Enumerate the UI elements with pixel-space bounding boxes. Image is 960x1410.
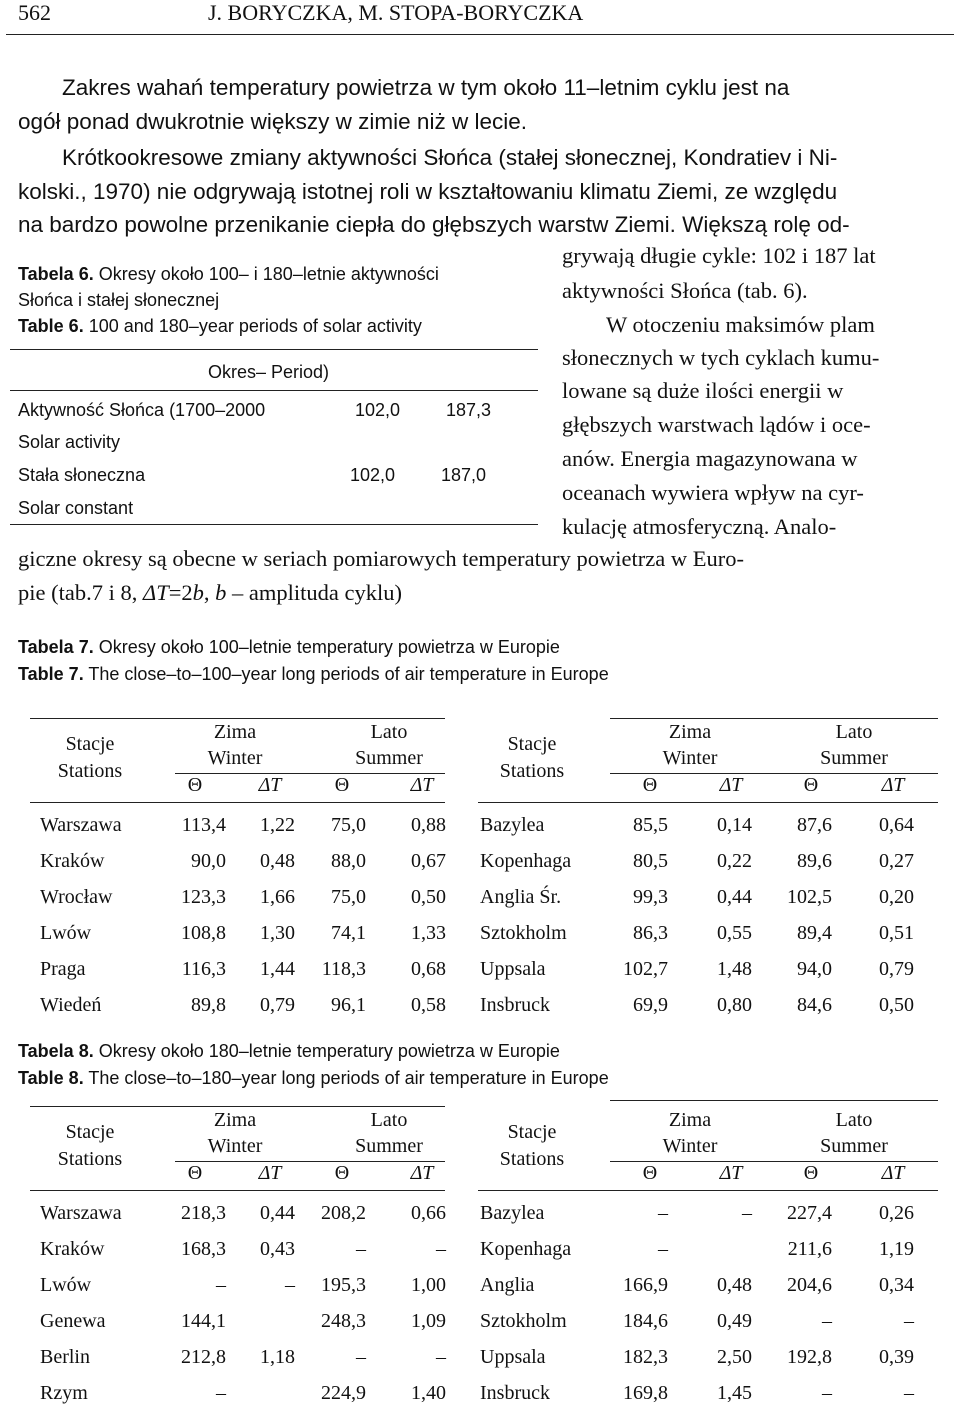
table-top-rule <box>610 718 938 719</box>
table-cell: 0,79 <box>260 994 295 1016</box>
table6-bottom-rule <box>10 524 538 525</box>
table-cell: 0,79 <box>879 958 914 980</box>
summer-header: Lato <box>370 721 408 743</box>
table-cell: 0,20 <box>879 886 914 908</box>
table-row-station: Praga <box>40 958 86 980</box>
delta-t-header <box>392 774 452 797</box>
table-cell: 1,66 <box>260 886 295 908</box>
table7-caption-pl: Tabela 7. Okresy około 100–letnie temperatury powietrza w Europie <box>18 637 560 657</box>
table-cell: – <box>216 1382 226 1404</box>
table-cell: 90,0 <box>191 850 226 872</box>
table-header-rule <box>30 1190 445 1191</box>
page-number: 562 <box>18 0 51 25</box>
table-cell: 84,6 <box>797 994 832 1016</box>
table-cell: 108,8 <box>181 922 226 944</box>
table-cell: 144,1 <box>181 1310 226 1332</box>
delta-t-header-italic: ΔT <box>719 774 743 796</box>
delta-t-header <box>701 774 761 797</box>
table-cell: 0,55 <box>717 922 752 944</box>
table-cell: 0,49 <box>717 1310 752 1332</box>
delta-t-header <box>701 1162 761 1185</box>
table6-cell: 187,3 <box>446 400 492 420</box>
table-row-station: Kopenhaga <box>480 1238 572 1260</box>
table6-cell: 187,0 <box>441 465 487 485</box>
table-row-station: Kopenhaga <box>480 850 572 872</box>
table-row-station: Warszawa <box>40 1202 122 1224</box>
table6-row-name: Stała słoneczna <box>18 465 146 485</box>
table-cell: – <box>742 1202 752 1224</box>
table-row-station: Wiedeń <box>40 994 102 1016</box>
table-top-rule <box>30 718 445 719</box>
table-cell: 248,3 <box>321 1310 366 1332</box>
table-cell: 0,14 <box>717 814 752 836</box>
theta-header: Θ <box>334 774 350 796</box>
table-cell: – <box>904 1382 914 1404</box>
table-cell: 75,0 <box>331 814 366 836</box>
summer-header: Lato <box>370 1109 408 1131</box>
table-cell: 0,66 <box>411 1202 446 1224</box>
paragraph-line: na bardzo powolne przenikanie ciepła do głębszych warstw Ziemi. Większą rolę od- <box>18 212 850 237</box>
table-row-station: Genewa <box>40 1310 106 1332</box>
table-row-station: Uppsala <box>480 1346 546 1368</box>
table-cell: 102,7 <box>623 958 668 980</box>
table-cell: 0,88 <box>411 814 446 836</box>
paragraph-line: aktywności Słońca (tab. 6). <box>562 278 808 303</box>
table-cell: 211,6 <box>787 1238 832 1260</box>
paragraph-line: Krótkookresowe zmiany aktywności Słońca (stałej słonecznej, Kondratiev i Ni- <box>62 145 838 170</box>
delta-t-header <box>240 774 300 797</box>
table-cell: – <box>822 1310 832 1332</box>
table-cell: 87,6 <box>797 814 832 836</box>
paragraph-line: słonecznych w tych cyklach kumu- <box>562 345 880 370</box>
table-cell: – <box>658 1238 668 1260</box>
table-header-rule <box>478 1190 938 1191</box>
stations-header: Stacje <box>507 1121 557 1143</box>
summer-header-en: Summer <box>355 1135 423 1157</box>
table-cell: 1,19 <box>879 1238 914 1260</box>
table-cell: 0,48 <box>717 1274 752 1296</box>
table-row-station: Wrocław <box>40 886 113 908</box>
stations-header-en: Stations <box>57 1148 123 1170</box>
table-cell: – <box>436 1346 446 1368</box>
table-cell: 0,27 <box>879 850 914 872</box>
table-header-rule <box>30 802 445 803</box>
table-row-station: Kraków <box>40 850 105 872</box>
table-cell: 94,0 <box>797 958 832 980</box>
table-cell: 1,45 <box>717 1382 752 1404</box>
winter-header: Zima <box>668 1109 712 1131</box>
table6-header-rule <box>10 390 538 391</box>
table7-caption-en: Table 7. The close–to–100–year long periods of air temperature in Europe <box>18 664 609 684</box>
table-cell: 80,5 <box>633 850 668 872</box>
table6-top-rule <box>10 349 538 350</box>
paragraph-line: grywają długie cykle: 102 i 187 lat <box>562 243 876 268</box>
table6-row-name: Aktywność Słońca (1700–2000 <box>18 400 266 420</box>
table-row-station: Sztokholm <box>480 1310 567 1332</box>
table-cell: 2,50 <box>717 1346 752 1368</box>
stations-header-en: Stations <box>57 760 123 782</box>
header-rule <box>6 34 954 35</box>
table-cell: 86,3 <box>633 922 668 944</box>
paragraph-line: Zakres wahań temperatury powietrza w tym około 11–letnim cyklu jest na <box>62 75 790 100</box>
paragraph-line: głębszych warstwach lądów i oce- <box>562 412 871 437</box>
summer-header-en: Summer <box>820 747 888 769</box>
table-row-station: Insbruck <box>480 1382 550 1404</box>
running-header: J. BORYCZKA, M. STOPA-BORYCZKA <box>208 0 584 25</box>
winter-header-en: Winter <box>207 1135 263 1157</box>
table-cell: 0,50 <box>879 994 914 1016</box>
table-row-station: Kraków <box>40 1238 105 1260</box>
table-cell: – <box>285 1274 295 1296</box>
table-cell: 1,30 <box>260 922 295 944</box>
winter-header-en: Winter <box>662 747 718 769</box>
table-cell: 0,34 <box>879 1274 914 1296</box>
table-cell: 96,1 <box>331 994 366 1016</box>
delta-t-header <box>863 1162 923 1185</box>
stations-header: Stacje <box>65 1121 115 1143</box>
winter-header: Zima <box>213 721 257 743</box>
table-row-station: Anglia <box>480 1274 535 1296</box>
theta-header: Θ <box>642 1162 658 1184</box>
table-cell: 116,3 <box>181 958 226 980</box>
table-cell: 0,48 <box>260 850 295 872</box>
paragraph-line: ogół ponad dwukrotnie większy w zimie niż w lecie. <box>18 109 527 134</box>
winter-header: Zima <box>668 721 712 743</box>
table-row-station: Bazylea <box>480 1202 545 1224</box>
summer-header: Lato <box>835 721 873 743</box>
table-cell: – <box>822 1382 832 1404</box>
table6-caption-pl-cont: Słońca i stałej słonecznej <box>18 290 220 310</box>
table-cell: – <box>436 1238 446 1260</box>
table-cell: 224,9 <box>321 1382 366 1404</box>
table6-cell: 102,0 <box>355 400 401 420</box>
table-cell: 0,43 <box>260 1238 295 1260</box>
delta-t-header-italic: ΔT <box>410 774 434 796</box>
table-row-station: Bazylea <box>480 814 545 836</box>
table-cell: 166,9 <box>623 1274 668 1296</box>
table-cell: – <box>356 1238 366 1260</box>
winter-header: Zima <box>213 1109 257 1131</box>
table6-caption-pl: Tabela 6. Okresy około 100– i 180–letnie aktywności <box>18 264 439 284</box>
table-cell: 1,33 <box>411 922 446 944</box>
table-cell: 0,58 <box>411 994 446 1016</box>
table-cell: 1,48 <box>717 958 752 980</box>
table-row-station: Uppsala <box>480 958 546 980</box>
table-cell: 0,51 <box>879 922 914 944</box>
winter-header-en: Winter <box>207 747 263 769</box>
table-cell: 1,22 <box>260 814 295 836</box>
theta-header: Θ <box>642 774 658 796</box>
table-cell: 99,3 <box>633 886 668 908</box>
table-cell: – <box>356 1346 366 1368</box>
delta-t-header-italic: ΔT <box>258 1162 282 1184</box>
paragraph-line: oceanach wywiera wpływ na cyr- <box>562 480 864 505</box>
table-cell: 0,26 <box>879 1202 914 1224</box>
stations-header-en: Stations <box>499 1148 565 1170</box>
theta-header: Θ <box>803 774 819 796</box>
table-cell: 0,39 <box>879 1346 914 1368</box>
table-row-station: Warszawa <box>40 814 122 836</box>
paragraph-line: kolski., 1970) nie odgrywają istotnej roli w kształtowaniu klimatu Ziemi, ze względu <box>18 179 838 204</box>
table-cell: 168,3 <box>181 1238 226 1260</box>
table-cell: 69,9 <box>633 994 668 1016</box>
table-header-rule <box>478 802 938 803</box>
summer-header-en: Summer <box>820 1135 888 1157</box>
delta-t-header-italic: ΔT <box>881 1162 905 1184</box>
table6-row-name-en: Solar activity <box>18 432 121 452</box>
table6-row-name-en: Solar constant <box>18 498 134 518</box>
table-row-station: Lwów <box>40 1274 92 1296</box>
delta-t-header-italic: ΔT <box>719 1162 743 1184</box>
table-cell: 1,18 <box>260 1346 295 1368</box>
table-cell: 1,00 <box>411 1274 446 1296</box>
winter-header-en: Winter <box>662 1135 718 1157</box>
stations-header-en: Stations <box>499 760 565 782</box>
table-cell: – <box>658 1202 668 1224</box>
paragraph-line: anów. Energia magazynowana w <box>562 446 858 471</box>
table-cell: 85,5 <box>633 814 668 836</box>
table-row-station: Lwów <box>40 922 92 944</box>
table-cell: – <box>904 1310 914 1332</box>
table-cell: – <box>216 1274 226 1296</box>
table-cell: 89,6 <box>797 850 832 872</box>
table-cell: 192,8 <box>787 1346 832 1368</box>
table8-caption-pl: Tabela 8. Okresy około 180–letnie temperatury powietrza w Europie <box>18 1041 560 1061</box>
theta-header: Θ <box>334 1162 350 1184</box>
table-row-station: Sztokholm <box>480 922 567 944</box>
table-cell: 75,0 <box>331 886 366 908</box>
stations-header: Stacje <box>65 733 115 755</box>
table-cell: 0,80 <box>717 994 752 1016</box>
stations-header: Stacje <box>507 733 557 755</box>
table8-caption-en: Table 8. The close–to–180–year long periods of air temperature in Europe <box>18 1068 609 1088</box>
table6-caption-en: Table 6. 100 and 180–year periods of solar activity <box>18 316 422 336</box>
delta-t-header-italic: ΔT <box>258 774 282 796</box>
table-cell: 102,5 <box>787 886 832 908</box>
delta-t-header <box>392 1162 452 1185</box>
paragraph-line: kulację atmosferyczną. Analo- <box>562 514 837 539</box>
table-row-station: Rzym <box>40 1382 88 1404</box>
table-cell: 89,8 <box>191 994 226 1016</box>
table-cell: 208,2 <box>321 1202 366 1224</box>
delta-t-header <box>240 1162 300 1185</box>
table-cell: 89,4 <box>797 922 832 944</box>
paragraph-line: giczne okresy są obecne w seriach pomiarowych temperatury powietrza w Euro- <box>18 546 744 571</box>
table-row-station: Insbruck <box>480 994 550 1016</box>
theta-header: Θ <box>803 1162 819 1184</box>
table-cell: 74,1 <box>331 922 366 944</box>
paragraph-line: pie (tab.7 i 8, ΔT=2b, b – amplituda cyklu) <box>18 580 403 605</box>
table6-header: Okres– Period) <box>208 362 330 382</box>
theta-header: Θ <box>187 1162 203 1184</box>
table-top-rule <box>30 1106 445 1107</box>
table-cell: 123,3 <box>181 886 226 908</box>
table-cell: 204,6 <box>787 1274 832 1296</box>
table-cell: 184,6 <box>623 1310 668 1332</box>
table-cell: 0,50 <box>411 886 446 908</box>
table-cell: 0,64 <box>879 814 914 836</box>
table-cell: 212,8 <box>181 1346 226 1368</box>
paragraph-line: W otoczeniu maksimów plam <box>606 312 875 337</box>
table-cell: 0,67 <box>411 850 446 872</box>
delta-t-header-italic: ΔT <box>410 1162 434 1184</box>
table-cell: 0,44 <box>260 1202 295 1224</box>
summer-header-en: Summer <box>355 747 423 769</box>
table-cell: 0,68 <box>411 958 446 980</box>
table-cell: 195,3 <box>321 1274 366 1296</box>
table-cell: 169,8 <box>623 1382 668 1404</box>
summer-header: Lato <box>835 1109 873 1131</box>
table-cell: 1,09 <box>411 1310 446 1332</box>
table-cell: 1,40 <box>411 1382 446 1404</box>
table-cell: 113,4 <box>181 814 226 836</box>
table-cell: 218,3 <box>181 1202 226 1224</box>
table-cell: 88,0 <box>331 850 366 872</box>
table-cell: 1,44 <box>260 958 295 980</box>
table-cell: 227,4 <box>787 1202 832 1224</box>
table-cell: 0,22 <box>717 850 752 872</box>
table6-cell: 102,0 <box>350 465 396 485</box>
theta-header: Θ <box>187 774 203 796</box>
table-row-station: Anglia Śr. <box>480 886 562 908</box>
delta-t-header <box>863 774 923 797</box>
delta-t-header-italic: ΔT <box>881 774 905 796</box>
table-top-rule <box>610 1100 938 1101</box>
table-cell: 118,3 <box>321 958 366 980</box>
table-row-station: Berlin <box>40 1346 90 1368</box>
paragraph-line: lowane są duże ilości energii w <box>562 378 844 403</box>
table-cell: 0,44 <box>717 886 752 908</box>
table-cell: 182,3 <box>623 1346 668 1368</box>
